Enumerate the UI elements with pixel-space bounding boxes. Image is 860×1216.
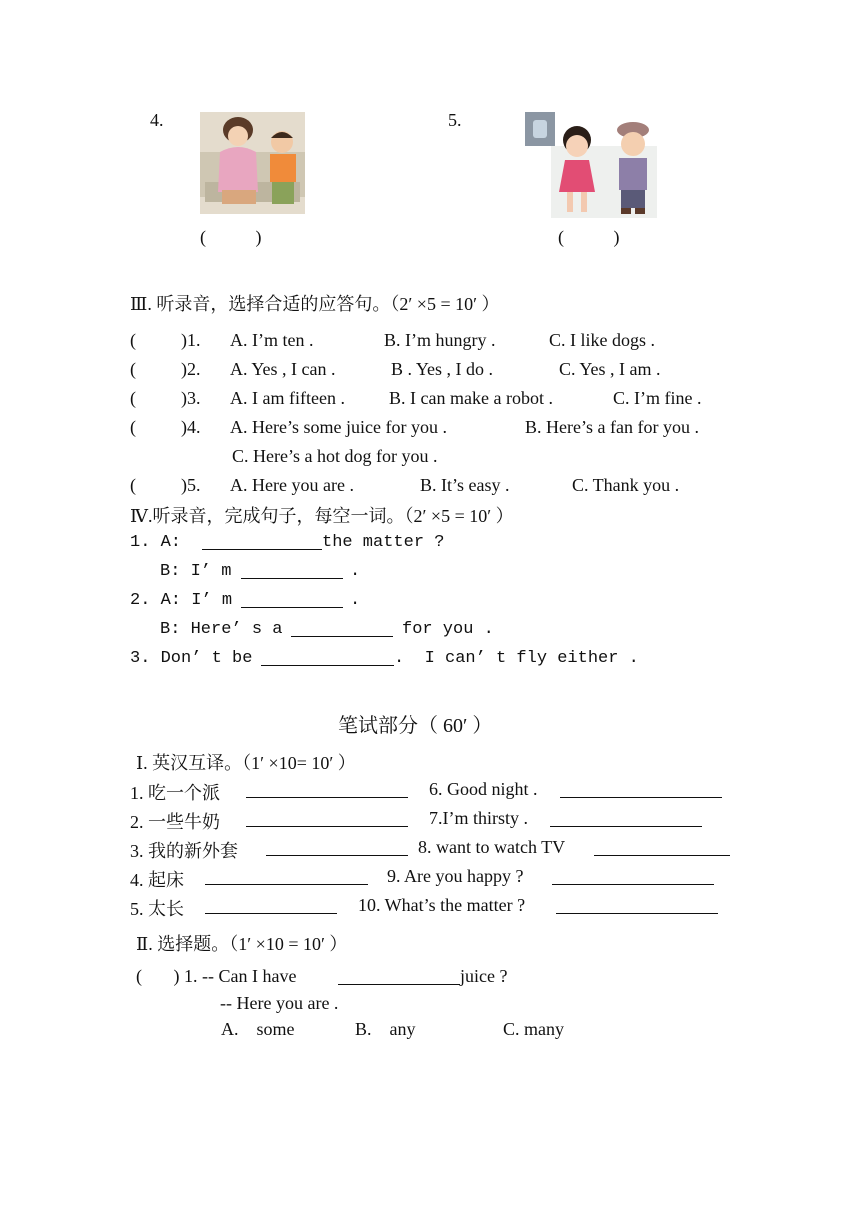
translate-item-6: 6. Good night .	[429, 779, 538, 799]
translate-item-7-blank[interactable]	[550, 808, 702, 827]
s3-q4-paren[interactable]: ( )4.	[130, 417, 201, 437]
s4-line2-a-label: 2. A: I’ m	[130, 591, 233, 610]
s3-q4-option-a: A. Here’s some juice for you .	[230, 417, 447, 437]
written-section-2-title: Ⅱ. 选择题。（1′ ×10 = 10′ ）	[136, 934, 348, 954]
s3-q2-option-a: A. Yes , I can .	[230, 359, 336, 379]
translate-item-4-blank[interactable]	[205, 866, 368, 885]
s3-q1-option-b: B. I’m hungry .	[384, 330, 496, 350]
picture-girl-and-boy	[525, 112, 657, 218]
s3-q4-option-c: C. Here’s a hot dog for you .	[232, 446, 438, 466]
translate-item-1-blank[interactable]	[246, 779, 408, 798]
s3-q3-option-a: A. I am fifteen .	[230, 388, 345, 408]
translate-item-3-blank[interactable]	[266, 837, 408, 856]
s4-line1-a-label: 1. A:	[130, 533, 182, 552]
s3-q3-option-b: B. I can make a robot .	[389, 388, 553, 408]
translate-item-4: 4. 起床	[130, 870, 184, 890]
section-3-title: Ⅲ. 听录音，选择合适的应答句。（2′ ×5 = 10′ ）	[130, 294, 500, 314]
translate-item-9: 9. Are you happy ?	[387, 866, 524, 886]
picture-item-5-answer-paren[interactable]: ( )	[558, 227, 620, 247]
section-4-title: Ⅳ.听录音，完成句子，每空一词。（2′ ×5 = 10′ ）	[130, 506, 514, 526]
s4-line3-label: 3. Don’ t be	[130, 649, 253, 668]
written-part-heading: 笔试部分（ 60′ ）	[338, 715, 493, 737]
s3-q4-option-b: B. Here’s a fan for you .	[525, 417, 699, 437]
picture-mother-and-child	[200, 112, 305, 214]
translate-item-6-blank[interactable]	[560, 779, 722, 798]
s3-q2-option-c: C. Yes , I am .	[559, 359, 661, 379]
picture-item-5-number: 5.	[448, 110, 462, 130]
translate-item-1: 1. 吃一个派	[130, 783, 220, 803]
choice-q1-option-a: A. some	[221, 1019, 295, 1039]
s3-q5-paren[interactable]: ( )5.	[130, 475, 201, 495]
s3-q1-option-c: C. I like dogs .	[549, 330, 655, 350]
translate-item-10: 10. What’s the matter ?	[358, 895, 526, 915]
s3-q5-option-a: A. Here you are .	[230, 475, 354, 495]
s4-line3-blank[interactable]	[261, 647, 394, 666]
translate-item-10-blank[interactable]	[556, 895, 718, 914]
translate-item-2-blank[interactable]	[246, 808, 408, 827]
s4-line2-a-blank[interactable]	[241, 589, 343, 608]
choice-q1-reply: -- Here you are .	[220, 993, 339, 1013]
translate-item-5: 5. 太长	[130, 899, 184, 919]
translate-item-2: 2. 一些牛奶	[130, 812, 220, 832]
translate-item-3: 3. 我的新外套	[130, 841, 238, 861]
s3-q3-option-c: C. I’m fine .	[613, 388, 702, 408]
s3-q5-option-b: B. It’s easy .	[420, 475, 510, 495]
written-section-1-title: Ⅰ. 英汉互译。（1′ ×10= 10′ ）	[136, 753, 356, 773]
choice-q1-stem-end: juice ?	[460, 966, 508, 986]
s4-line2-b-blank[interactable]	[291, 618, 393, 637]
translate-item-7: 7.I’m thirsty .	[429, 808, 528, 828]
translate-item-9-blank[interactable]	[552, 866, 714, 885]
s4-line3-text: . I can’ t fly either .	[394, 649, 639, 668]
s4-line1-a-blank[interactable]	[202, 531, 322, 550]
s3-q2-paren[interactable]: ( )2.	[130, 359, 201, 379]
choice-q1-blank[interactable]	[338, 966, 460, 985]
s4-line1-a-text: the matter ?	[322, 533, 445, 552]
s4-line2-a-text: .	[350, 591, 361, 610]
s4-line2-b-text: for you .	[402, 620, 494, 639]
picture-item-4-number: 4.	[150, 110, 164, 130]
choice-q1-stem[interactable]: ( ) 1. -- Can I have	[136, 966, 297, 986]
translate-item-8-blank[interactable]	[594, 837, 730, 856]
s4-line1-b-blank[interactable]	[241, 560, 343, 579]
choice-q1-option-c: C. many	[503, 1019, 564, 1039]
translate-item-5-blank[interactable]	[205, 895, 337, 914]
s3-q1-paren[interactable]: ( )1.	[130, 330, 201, 350]
translate-item-8: 8. want to watch TV	[418, 837, 566, 857]
s3-q2-option-b: B . Yes , I do .	[391, 359, 494, 379]
s4-line1-b-text: .	[350, 562, 361, 581]
s4-line2-b-label: B: Here’ s a	[160, 620, 283, 639]
choice-q1-option-b: B. any	[355, 1019, 416, 1039]
picture-item-4-answer-paren[interactable]: ( )	[200, 227, 262, 247]
s3-q5-option-c: C. Thank you .	[572, 475, 680, 495]
s4-line1-b-label: B: I’ m	[160, 562, 232, 581]
s3-q1-option-a: A. I’m ten .	[230, 330, 314, 350]
s3-q3-paren[interactable]: ( )3.	[130, 388, 201, 408]
